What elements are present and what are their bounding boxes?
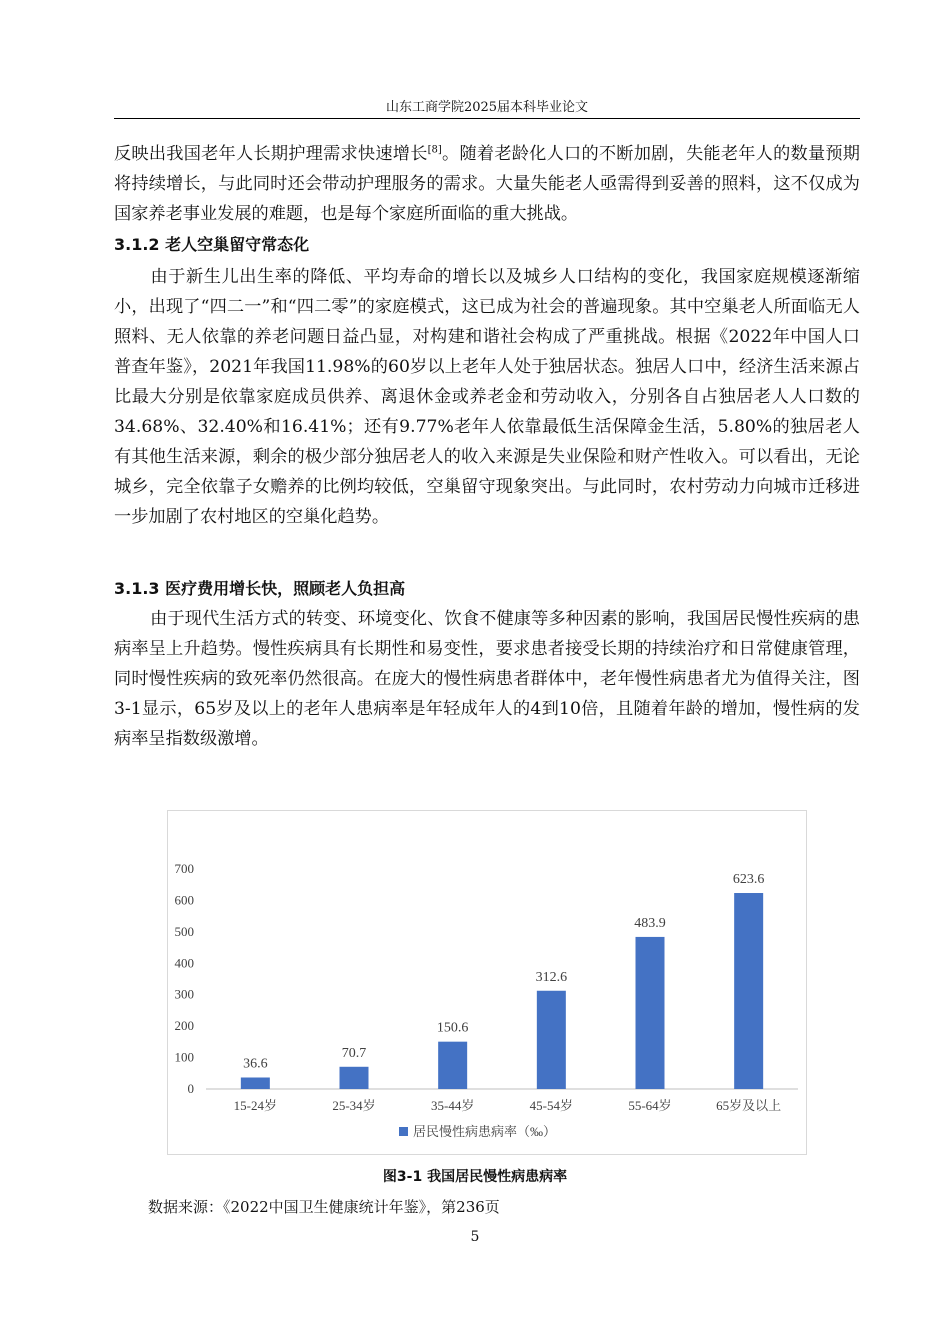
running-header: 山东工商学院2025届本科毕业论文 bbox=[385, 100, 589, 115]
paragraph-1-text: 反映出我国老年人长期护理需求快速增长 bbox=[114, 144, 428, 164]
y-tick-label: 0 bbox=[187, 1081, 194, 1096]
x-tick-label: 25-34岁 bbox=[332, 1098, 376, 1113]
x-tick-label: 55-64岁 bbox=[628, 1098, 672, 1113]
data-label: 483.9 bbox=[634, 915, 666, 931]
paragraph-3-text: 由于现代生活方式的转变、环境变化、饮食不健康等多种因素的影响，我国居民慢性疾病的患病率呈上升趋势。慢性疾病具有长期性和易变性，要求患者接受长期的持续治疗和日常健康管理，同时慢性疾病的致死率仍然很高。在庞大的慢性病患者群体中，老年慢性病患者尤为值得关注，图3-1显示，65岁及以上的老年人患病率是年轻成年人的4到10倍，且随着年龄的增加，慢性病的发病率呈指数级激增。 bbox=[114, 609, 860, 749]
paragraph-2-text: 由于新生儿出生率的降低、平均寿命的增长以及城乡人口结构的变化，我国家庭规模逐渐缩小，出现了“四二一”和“四二零”的家庭模式，这已成为社会的普遍现象。其中空巢老人所面临无人照料、无人依靠的养老问题日益凸显，对构建和谐社会构成了严重挑战。根据《2022年中国人口普查年鉴》，2021年我国11.98%的60岁以上老年人处于独居状态。独居人口中，经济生活来源占比最大分别是依靠家庭成员供养、离退休金或养老金和劳动收入，分别各自占独居老人人口数的34.68%、32.40%和16.41%；还有9.77%老年人依靠最低生活保障金生活，5.80%的独居老人有其他生活来源，剩余的极少部分独居老人的收入来源是失业保险和财产性收入。可以看出，无论城乡，完全依靠子女赡养的比例均较低，空巢留守现象突出。与此同时，农村劳动力向城市迁移进一步加剧了农村地区的空巢化趋势。 bbox=[114, 267, 860, 527]
data-label: 312.6 bbox=[535, 969, 568, 985]
x-tick-label: 15-24岁 bbox=[233, 1098, 278, 1113]
section-heading-3-1-2: 3.1.2 老人空巢留守常态化 bbox=[114, 235, 310, 254]
paragraph-1-rest: 。随着老龄化人口的不断加剧，失能老年人的数量预期将持续增长，与此同时还会带动护理服务的需求。大量失能老人亟需得到妥善的照料，这不仅成为国家养老事业发展的难题，也是每个家庭所面临的重大挑战。 bbox=[114, 144, 860, 224]
bar bbox=[636, 937, 665, 1089]
header-rule bbox=[114, 118, 860, 119]
section-heading-3-1-3: 3.1.3 医疗费用增长快，照顾老人负担高 bbox=[114, 579, 406, 598]
data-label: 70.7 bbox=[341, 1045, 367, 1061]
y-tick-label: 300 bbox=[174, 986, 194, 1002]
y-tick-label: 500 bbox=[174, 923, 194, 939]
data-source: 数据来源：《2022中国卫生健康统计年鉴》，第236页 bbox=[148, 1198, 500, 1216]
x-tick-label: 35-44岁 bbox=[430, 1098, 475, 1113]
paragraph-3 bbox=[114, 604, 860, 754]
x-tick-label: 45-54岁 bbox=[529, 1098, 574, 1113]
data-label: 36.6 bbox=[243, 1056, 268, 1072]
citation-ref[interactable]: [8] bbox=[427, 144, 442, 156]
legend-label: 居民慢性病患病率（‰） bbox=[413, 1124, 557, 1139]
bar bbox=[734, 893, 763, 1089]
legend-swatch bbox=[399, 1127, 408, 1136]
paragraph-1 bbox=[114, 139, 860, 229]
data-label: 150.6 bbox=[436, 1020, 469, 1036]
x-tick-label: 65岁及以上 bbox=[716, 1098, 782, 1113]
data-label: 623.6 bbox=[732, 872, 765, 888]
bar bbox=[438, 1042, 467, 1089]
bar bbox=[241, 1077, 270, 1089]
paragraph-2 bbox=[114, 262, 860, 532]
figure-caption: 图3-1 我国居民慢性病患病率 bbox=[382, 1169, 568, 1185]
chart-frame bbox=[167, 810, 807, 1155]
bar bbox=[537, 991, 566, 1089]
y-tick-label: 700 bbox=[174, 861, 194, 876]
page-number: 5 bbox=[470, 1229, 480, 1245]
bar-chart bbox=[168, 811, 806, 1154]
y-tick-label: 600 bbox=[174, 892, 194, 908]
y-tick-label: 100 bbox=[174, 1049, 194, 1065]
y-tick-label: 200 bbox=[174, 1018, 194, 1034]
y-tick-label: 400 bbox=[174, 955, 194, 971]
bar bbox=[340, 1067, 369, 1089]
